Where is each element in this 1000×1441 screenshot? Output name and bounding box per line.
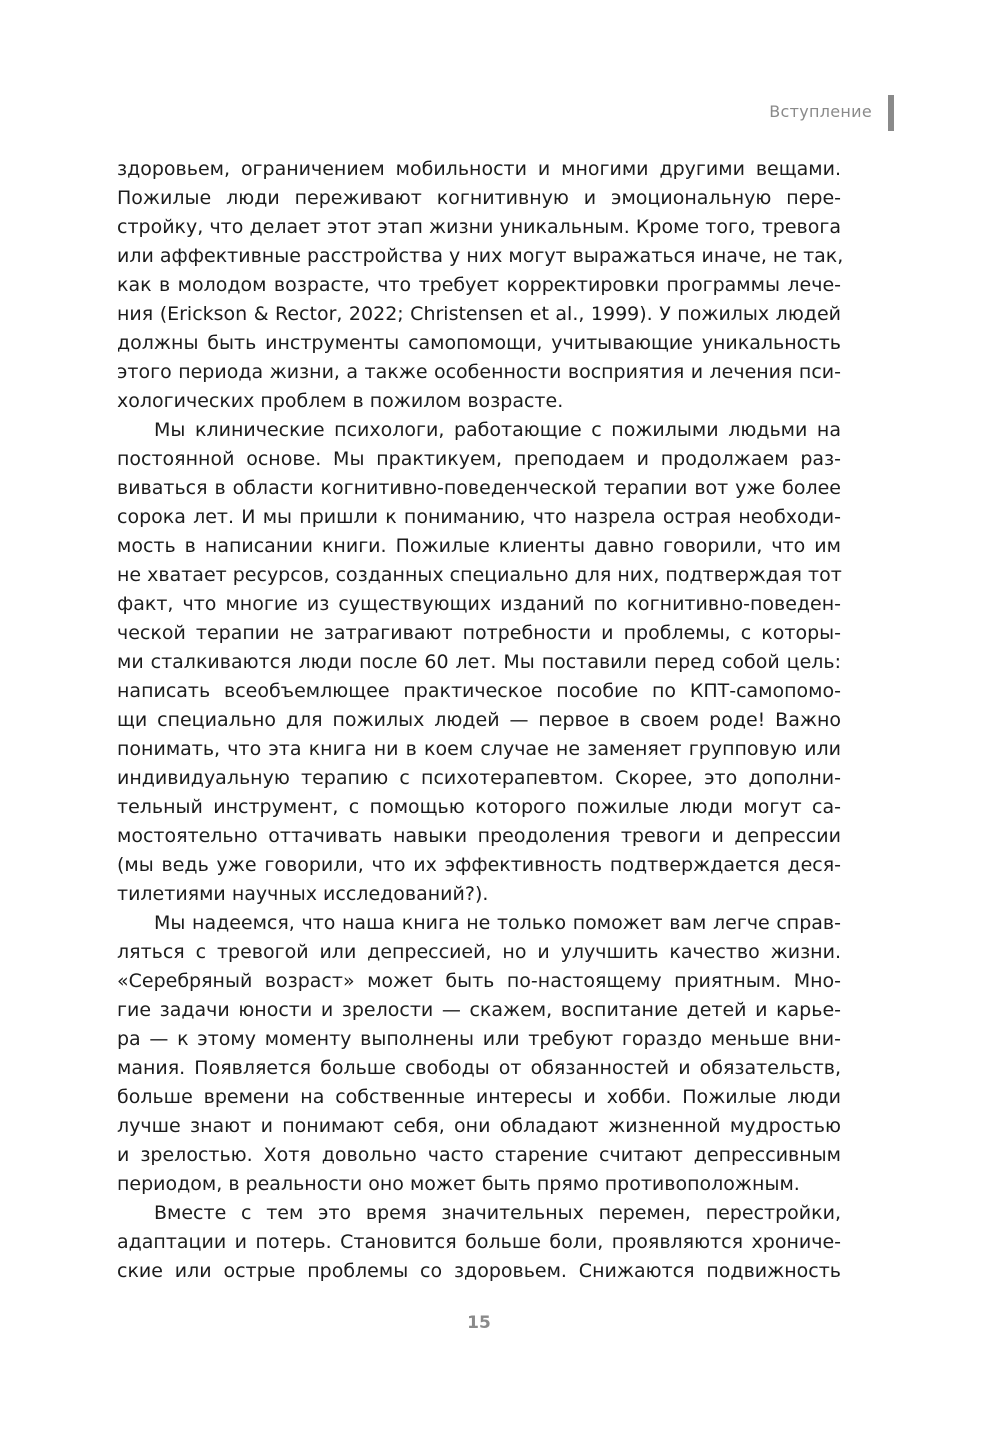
text-line: (мы ведь уже говорили, что их эффективность подтверждается деся- [117, 854, 841, 876]
text-line: Пожилые люди переживают когнитивную и эмоциональную пере- [117, 187, 841, 209]
text-line: больше времени на собственные интересы и хобби. Пожилые люди [117, 1086, 841, 1108]
text-line: ляться с тревогой или депрессией, но и улучшить качество жизни. [117, 941, 841, 963]
text-line: «Серебряный возраст» может быть по-настоящему приятным. Мно- [117, 970, 841, 992]
text-line: как в молодом возрасте, что требует корректировки программы лече- [117, 274, 841, 296]
text-line: Мы надеемся, что наша книга не только поможет вам легче справ- [154, 912, 841, 934]
text-line: лучше знают и понимают себя, они обладают жизненной мудростью [117, 1115, 841, 1137]
text-line: периодом, в реальности оно может быть прямо противоположным. [117, 1173, 800, 1195]
body-text [117, 155, 844, 1286]
paragraph [117, 155, 844, 416]
text-line: стройку, что делает этот этап жизни уникальным. Кроме того, тревога [117, 216, 841, 238]
text-line: мостоятельно оттачивать навыки преодоления тревоги и депрессии [117, 825, 841, 847]
running-title-bar [888, 95, 894, 131]
text-line: индивидуальную терапию с психотерапевтом. Скорее, это дополни- [117, 767, 841, 789]
text-line: написать всеобъемлющее практическое пособие по КПТ-самопомо- [117, 680, 841, 702]
paragraph [117, 909, 841, 1199]
text-line: Мы клинические психологи, работающие с пожилыми людьми на [154, 419, 841, 441]
text-line: постоянной основе. Мы практикуем, преподаем и продолжаем раз- [117, 448, 841, 470]
text-line: не хватает ресурсов, созданных специально для них, подтверждая тот [117, 564, 842, 586]
text-line: Вместе с тем это время значительных перемен, перестройки, [154, 1202, 841, 1224]
text-line: сорока лет. И мы пришли к пониманию, что назрела острая необходи- [117, 506, 841, 528]
text-line: и зрелостью. Хотя довольно часто старение считают депрессивным [117, 1144, 841, 1166]
text-line: тилетиями научных исследований?). [117, 883, 489, 905]
text-line: понимать, что эта книга ни в коем случае не заменяет групповую или [117, 738, 841, 760]
text-line: хологических проблем в пожилом возрасте. [117, 390, 564, 412]
running-title: Вступление [769, 102, 872, 121]
text-line: ми сталкиваются люди после 60 лет. Мы поставили перед собой цель: [117, 651, 841, 673]
text-line: адаптации и потерь. Становится больше боли, проявляются хрониче- [117, 1231, 841, 1253]
text-line: мость в написании книги. Пожилые клиенты давно говорили, что им [117, 535, 841, 557]
text-line: ские или острые проблемы со здоровьем. Снижаются подвижность [117, 1260, 841, 1282]
paragraph [117, 416, 841, 909]
text-line: или аффективные расстройства у них могут выражаться иначе, не так, [117, 245, 844, 267]
text-line: виваться в области когнитивно-поведенческой терапии вот уже более [117, 477, 841, 499]
text-line: гие задачи юности и зрелости — скажем, воспитание детей и карье- [117, 999, 841, 1021]
text-line: мания. Появляется больше свободы от обязанностей и обязательств, [117, 1057, 841, 1079]
text-line: ческой терапии не затрагивают потребности и проблемы, с которы- [117, 622, 841, 644]
text-line: щи специально для пожилых людей — первое в своем роде! Важно [117, 709, 841, 731]
text-line: факт, что многие из существующих изданий по когнитивно-поведен- [117, 593, 841, 615]
text-line: должны быть инструменты самопомощи, учитывающие уникальность [117, 332, 841, 354]
text-line: ра — к этому моменту выполнены или требуют гораздо меньше вни- [117, 1028, 841, 1050]
text-line: здоровьем, ограничением мобильности и многими другими вещами. [117, 158, 841, 180]
text-line: ния (Erickson & Rector, 2022; Christensen et al., 1999). У пожилых людей [117, 303, 841, 325]
text-line: этого периода жизни, а также особенности восприятия и лечения пси- [117, 361, 841, 383]
text-line: тельный инструмент, с помощью которого пожилые люди могут са- [117, 796, 841, 818]
page-number: 15 [467, 1313, 491, 1333]
paragraph [117, 1199, 841, 1286]
